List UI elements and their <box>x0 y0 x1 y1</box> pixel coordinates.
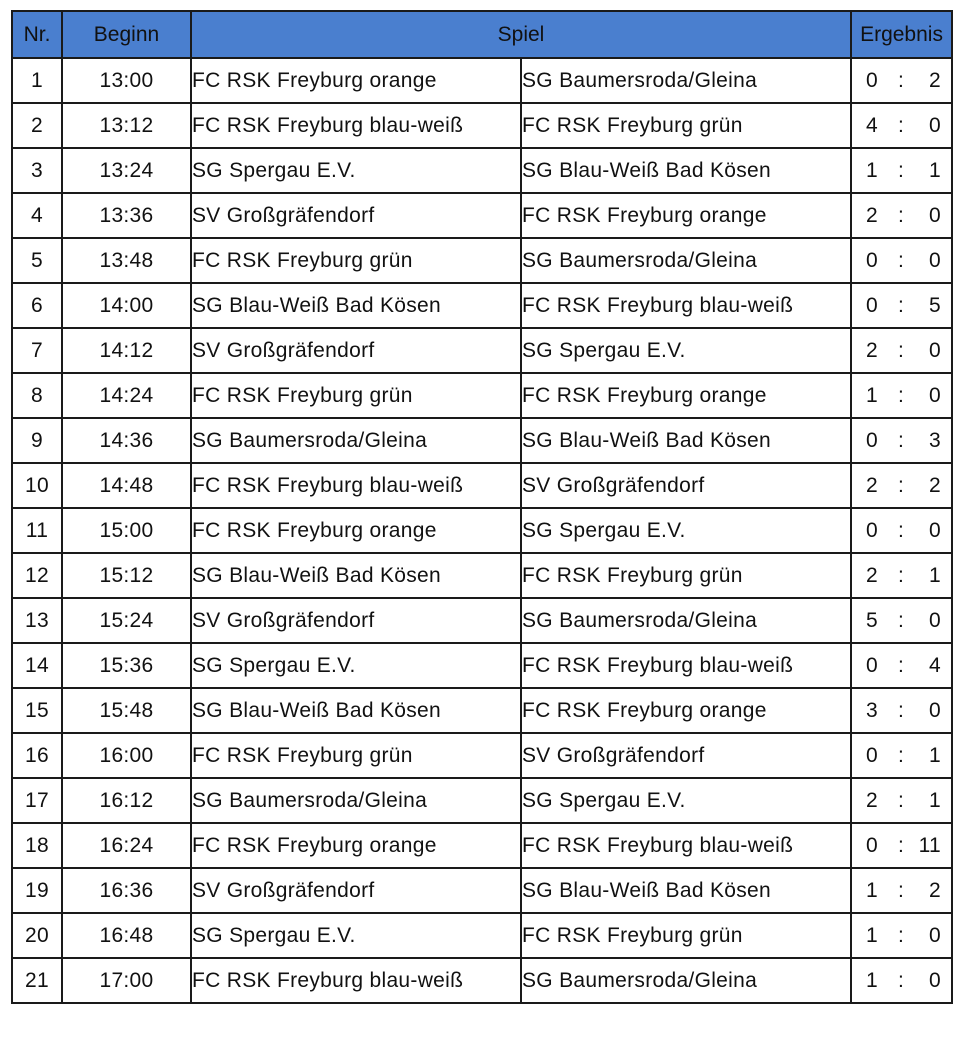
away-goals: 11 <box>918 833 942 857</box>
home-goals: 0 <box>866 293 878 317</box>
game-time: 13:48 <box>62 238 191 283</box>
home-goals: 0 <box>866 833 878 857</box>
home-team: SG Spergau E.V. <box>191 643 521 688</box>
away-goals: 1 <box>929 158 942 182</box>
away-team: FC RSK Freyburg orange <box>521 193 851 238</box>
table-row <box>12 373 952 418</box>
game-result <box>851 283 952 328</box>
home-goals: 5 <box>866 608 878 632</box>
home-goals: 2 <box>866 338 878 362</box>
game-result <box>851 58 952 103</box>
game-result <box>851 553 952 598</box>
away-goals: 0 <box>929 338 942 362</box>
game-result <box>851 148 952 193</box>
score-separator: : <box>897 698 905 722</box>
score-separator: : <box>897 428 905 452</box>
game-time: 13:36 <box>62 193 191 238</box>
game-number: 4 <box>12 193 62 238</box>
table-row <box>12 913 952 958</box>
away-team: FC RSK Freyburg orange <box>521 688 851 733</box>
table-row <box>12 823 952 868</box>
game-result <box>851 778 952 823</box>
score-separator: : <box>897 248 905 272</box>
table-row <box>12 733 952 778</box>
game-number: 9 <box>12 418 62 463</box>
away-goals: 2 <box>929 68 942 92</box>
home-team: SG Baumersroda/Gleina <box>191 418 521 463</box>
game-time: 13:00 <box>62 58 191 103</box>
game-time: 15:00 <box>62 508 191 553</box>
away-team: FC RSK Freyburg blau-weiß <box>521 643 851 688</box>
away-goals: 2 <box>929 878 942 902</box>
score-separator: : <box>897 923 905 947</box>
home-goals: 1 <box>866 878 878 902</box>
table-row <box>12 418 952 463</box>
away-goals: 0 <box>929 203 942 227</box>
game-result <box>851 418 952 463</box>
table-row <box>12 643 952 688</box>
table-row <box>12 688 952 733</box>
header-row <box>12 11 952 58</box>
away-goals: 0 <box>929 383 942 407</box>
game-time: 16:48 <box>62 913 191 958</box>
game-result <box>851 733 952 778</box>
score-separator: : <box>897 338 905 362</box>
table-row <box>12 553 952 598</box>
game-time: 14:00 <box>62 283 191 328</box>
away-goals: 1 <box>929 743 942 767</box>
game-result <box>851 508 952 553</box>
table-row <box>12 238 952 283</box>
game-number: 6 <box>12 283 62 328</box>
table-row <box>12 508 952 553</box>
home-team: SG Baumersroda/Gleina <box>191 778 521 823</box>
score-separator: : <box>897 563 905 587</box>
home-team: FC RSK Freyburg orange <box>191 823 521 868</box>
home-goals: 1 <box>866 158 878 182</box>
away-team: SG Baumersroda/Gleina <box>521 58 851 103</box>
away-goals: 0 <box>929 923 942 947</box>
away-team: SG Blau-Weiß Bad Kösen <box>521 148 851 193</box>
score-separator: : <box>897 788 905 812</box>
home-goals: 3 <box>866 698 878 722</box>
game-number: 18 <box>12 823 62 868</box>
game-number: 11 <box>12 508 62 553</box>
home-team: SG Spergau E.V. <box>191 913 521 958</box>
score-separator: : <box>897 158 905 182</box>
header-result: Ergebnis <box>851 11 952 58</box>
home-goals: 2 <box>866 788 878 812</box>
game-time: 17:00 <box>62 958 191 1003</box>
game-number: 1 <box>12 58 62 103</box>
game-number: 17 <box>12 778 62 823</box>
home-team: SG Blau-Weiß Bad Kösen <box>191 283 521 328</box>
schedule-table <box>11 10 953 1004</box>
home-team: SV Großgräfendorf <box>191 868 521 913</box>
header-game: Spiel <box>191 11 851 58</box>
away-goals: 0 <box>929 248 942 272</box>
score-separator: : <box>897 473 905 497</box>
game-number: 3 <box>12 148 62 193</box>
game-result <box>851 913 952 958</box>
away-team: SG Spergau E.V. <box>521 328 851 373</box>
away-goals: 0 <box>929 968 942 992</box>
game-result <box>851 868 952 913</box>
game-number: 21 <box>12 958 62 1003</box>
home-goals: 4 <box>866 113 878 137</box>
home-team: SV Großgräfendorf <box>191 193 521 238</box>
game-result <box>851 373 952 418</box>
away-goals: 2 <box>929 473 942 497</box>
game-result <box>851 103 952 148</box>
game-time: 14:48 <box>62 463 191 508</box>
home-goals: 2 <box>866 563 878 587</box>
away-goals: 1 <box>929 788 942 812</box>
table-row <box>12 778 952 823</box>
game-number: 20 <box>12 913 62 958</box>
home-goals: 0 <box>866 68 878 92</box>
game-time: 16:24 <box>62 823 191 868</box>
game-time: 16:12 <box>62 778 191 823</box>
game-result <box>851 823 952 868</box>
game-result <box>851 463 952 508</box>
away-team: FC RSK Freyburg grün <box>521 553 851 598</box>
home-team: SG Blau-Weiß Bad Kösen <box>191 553 521 598</box>
game-number: 15 <box>12 688 62 733</box>
game-time: 14:24 <box>62 373 191 418</box>
away-team: SV Großgräfendorf <box>521 463 851 508</box>
score-separator: : <box>897 293 905 317</box>
away-goals: 0 <box>929 518 942 542</box>
home-team: FC RSK Freyburg grün <box>191 238 521 283</box>
home-team: FC RSK Freyburg blau-weiß <box>191 958 521 1003</box>
score-separator: : <box>897 833 905 857</box>
home-goals: 2 <box>866 203 878 227</box>
home-team: SV Großgräfendorf <box>191 598 521 643</box>
home-team: FC RSK Freyburg orange <box>191 58 521 103</box>
home-goals: 1 <box>866 923 878 947</box>
away-goals: 5 <box>929 293 942 317</box>
game-time: 13:12 <box>62 103 191 148</box>
score-separator: : <box>897 113 905 137</box>
game-time: 15:12 <box>62 553 191 598</box>
game-time: 15:24 <box>62 598 191 643</box>
home-team: SG Spergau E.V. <box>191 148 521 193</box>
score-separator: : <box>897 743 905 767</box>
home-goals: 0 <box>866 743 878 767</box>
table-row <box>12 328 952 373</box>
table-row <box>12 58 952 103</box>
away-team: SG Baumersroda/Gleina <box>521 958 851 1003</box>
away-team: FC RSK Freyburg orange <box>521 373 851 418</box>
home-goals: 0 <box>866 248 878 272</box>
away-team: SG Blau-Weiß Bad Kösen <box>521 868 851 913</box>
home-goals: 1 <box>866 968 878 992</box>
away-team: SV Großgräfendorf <box>521 733 851 778</box>
away-team: FC RSK Freyburg blau-weiß <box>521 283 851 328</box>
away-team: SG Blau-Weiß Bad Kösen <box>521 418 851 463</box>
table-row <box>12 148 952 193</box>
home-team: FC RSK Freyburg grün <box>191 373 521 418</box>
home-team: SV Großgräfendorf <box>191 328 521 373</box>
score-separator: : <box>897 968 905 992</box>
game-number: 13 <box>12 598 62 643</box>
home-team: FC RSK Freyburg grün <box>191 733 521 778</box>
game-number: 19 <box>12 868 62 913</box>
game-time: 14:36 <box>62 418 191 463</box>
home-team: FC RSK Freyburg blau-weiß <box>191 463 521 508</box>
away-team: SG Baumersroda/Gleina <box>521 598 851 643</box>
home-goals: 0 <box>866 518 878 542</box>
away-goals: 0 <box>929 698 942 722</box>
away-team: FC RSK Freyburg grün <box>521 103 851 148</box>
game-result <box>851 238 952 283</box>
score-separator: : <box>897 608 905 632</box>
table-row <box>12 868 952 913</box>
game-result <box>851 193 952 238</box>
game-result <box>851 688 952 733</box>
home-team: SG Blau-Weiß Bad Kösen <box>191 688 521 733</box>
score-separator: : <box>897 653 905 677</box>
away-team: SG Spergau E.V. <box>521 508 851 553</box>
header-nr: Nr. <box>12 11 62 58</box>
home-goals: 0 <box>866 428 878 452</box>
game-number: 5 <box>12 238 62 283</box>
game-time: 15:36 <box>62 643 191 688</box>
game-number: 10 <box>12 463 62 508</box>
away-team: FC RSK Freyburg grün <box>521 913 851 958</box>
away-team: SG Spergau E.V. <box>521 778 851 823</box>
game-result <box>851 328 952 373</box>
home-goals: 0 <box>866 653 878 677</box>
game-time: 16:00 <box>62 733 191 778</box>
score-separator: : <box>897 68 905 92</box>
header-begin: Beginn <box>62 11 191 58</box>
away-goals: 1 <box>929 563 942 587</box>
score-separator: : <box>897 383 905 407</box>
game-number: 12 <box>12 553 62 598</box>
table-row <box>12 193 952 238</box>
score-separator: : <box>897 878 905 902</box>
away-goals: 3 <box>929 428 942 452</box>
away-team: FC RSK Freyburg blau-weiß <box>521 823 851 868</box>
home-goals: 2 <box>866 473 878 497</box>
home-team: FC RSK Freyburg orange <box>191 508 521 553</box>
score-separator: : <box>897 203 905 227</box>
game-number: 7 <box>12 328 62 373</box>
table-row <box>12 283 952 328</box>
game-time: 15:48 <box>62 688 191 733</box>
game-time: 13:24 <box>62 148 191 193</box>
away-team: SG Baumersroda/Gleina <box>521 238 851 283</box>
game-result <box>851 958 952 1003</box>
table-row <box>12 463 952 508</box>
home-team: FC RSK Freyburg blau-weiß <box>191 103 521 148</box>
game-number: 2 <box>12 103 62 148</box>
game-result <box>851 598 952 643</box>
home-goals: 1 <box>866 383 878 407</box>
score-separator: : <box>897 518 905 542</box>
away-goals: 0 <box>929 608 942 632</box>
away-goals: 4 <box>929 653 942 677</box>
table-row <box>12 103 952 148</box>
game-number: 16 <box>12 733 62 778</box>
away-goals: 0 <box>929 113 942 137</box>
game-number: 8 <box>12 373 62 418</box>
table-row <box>12 598 952 643</box>
game-time: 14:12 <box>62 328 191 373</box>
table-row <box>12 958 952 1003</box>
game-number: 14 <box>12 643 62 688</box>
game-time: 16:36 <box>62 868 191 913</box>
game-result <box>851 643 952 688</box>
